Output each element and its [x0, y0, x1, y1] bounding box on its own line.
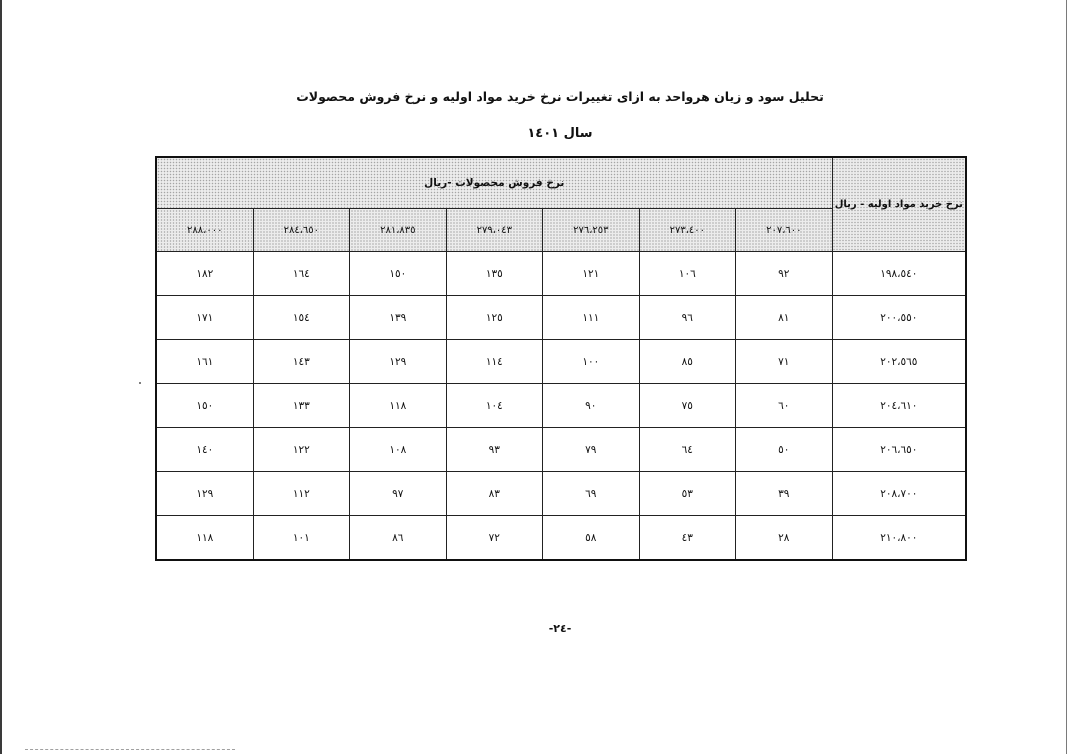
document-title: تحلیل سود و زیان هرواحد به ازای تغییرات نرخ خرید مواد اولیه و نرخ فروش محصولات	[296, 89, 824, 104]
table-cell: ٧٢	[446, 516, 543, 561]
table-cell: ٨٦	[350, 516, 447, 561]
table-cell: ٧١	[736, 340, 833, 384]
table-cell: ١٠٤	[446, 384, 543, 428]
column-group-header: نرخ فروش محصولات -ریال	[156, 157, 832, 209]
column-header: ٢٧٩،٠٤٣	[446, 209, 543, 252]
column-header: ٢٨٨،٠٠٠	[156, 209, 253, 252]
table-cell: ١٢٩	[156, 472, 253, 516]
table-cell: ٩٠	[543, 384, 640, 428]
profit-loss-table	[155, 156, 967, 561]
table-cell: ٧٥	[639, 384, 736, 428]
table-cell: ٣٩	[736, 472, 833, 516]
table-cell: ٤٣	[639, 516, 736, 561]
table-header	[156, 157, 966, 252]
table-cell: ١٥٠	[350, 252, 447, 296]
table-cell: ١٢٥	[446, 296, 543, 340]
page-number: -٢٤-	[548, 622, 572, 635]
table-cell: ٨٣	[446, 472, 543, 516]
row-header: ٢٠٤،٦١٠	[832, 384, 966, 428]
table-cell: ٩٧	[350, 472, 447, 516]
table-cell: ٦٠	[736, 384, 833, 428]
table-row	[156, 516, 966, 561]
row-header: ٢٠٢،٥٦٥	[832, 340, 966, 384]
table-cell: ١٤٣	[253, 340, 350, 384]
table-cell: ١٤٠	[156, 428, 253, 472]
table-cell: ٩٣	[446, 428, 543, 472]
table-cell: ٩٦	[639, 296, 736, 340]
table-cell: ١٥٠	[156, 384, 253, 428]
column-header: ٢٧٦،٢٥٣	[543, 209, 640, 252]
row-header: ٢٠٦،٦٥٠	[832, 428, 966, 472]
table-cell: ٥٨	[543, 516, 640, 561]
table-cell: ١١٢	[253, 472, 350, 516]
table-cell: ١٦١	[156, 340, 253, 384]
table-row	[156, 472, 966, 516]
table-row	[156, 384, 966, 428]
row-axis-header: نرخ خرید مواد اولیه - ریال	[832, 157, 966, 252]
column-header: ٢٧٣،٤٠٠	[639, 209, 736, 252]
table-cell: ١٧١	[156, 296, 253, 340]
scan-edge-line	[25, 749, 235, 750]
table-cell: ٢٨	[736, 516, 833, 561]
row-header: ٢٠٠،٥٥٠	[832, 296, 966, 340]
table-cell: ١١٨	[156, 516, 253, 561]
table-cell: ٨١	[736, 296, 833, 340]
table-row	[156, 296, 966, 340]
column-header: ٢٨١،٨٣٥	[350, 209, 447, 252]
table-cell: ١٢١	[543, 252, 640, 296]
table-row	[156, 428, 966, 472]
table-cell: ١١٤	[446, 340, 543, 384]
table-cell: ٨٥	[639, 340, 736, 384]
table-cell: ٧٩	[543, 428, 640, 472]
table-cell: ١٣٥	[446, 252, 543, 296]
table-cell: ١٨٢	[156, 252, 253, 296]
scan-artifact-dot	[139, 382, 141, 384]
document-year: سال ١٤٠١	[527, 126, 593, 141]
table-cell: ١١٨	[350, 384, 447, 428]
table-cell: ١١١	[543, 296, 640, 340]
table-cell: ٥٠	[736, 428, 833, 472]
table-cell: ١٥٤	[253, 296, 350, 340]
row-header: ١٩٨،٥٤٠	[832, 252, 966, 296]
table-cell: ١٠٦	[639, 252, 736, 296]
table-cell: ٦٩	[543, 472, 640, 516]
table-cell: ١٢٩	[350, 340, 447, 384]
table-cell: ٩٢	[736, 252, 833, 296]
row-header: ٢١٠،٨٠٠	[832, 516, 966, 561]
table-cell: ١٦٤	[253, 252, 350, 296]
table-cell: ١٣٩	[350, 296, 447, 340]
table-cell: ١٣٣	[253, 384, 350, 428]
column-header: ٢٠٧،٦٠٠	[736, 209, 833, 252]
table-cell: ٦٤	[639, 428, 736, 472]
header-row-group	[156, 157, 966, 209]
table-cell: ١٠٨	[350, 428, 447, 472]
table-cell: ١٠١	[253, 516, 350, 561]
table-body	[156, 252, 966, 561]
table-cell: ٥٣	[639, 472, 736, 516]
row-header: ٢٠٨،٧٠٠	[832, 472, 966, 516]
table-row	[156, 340, 966, 384]
table-cell: ١٢٢	[253, 428, 350, 472]
table-row	[156, 252, 966, 296]
column-header: ٢٨٤،٦٥٠	[253, 209, 350, 252]
table-cell: ١٠٠	[543, 340, 640, 384]
